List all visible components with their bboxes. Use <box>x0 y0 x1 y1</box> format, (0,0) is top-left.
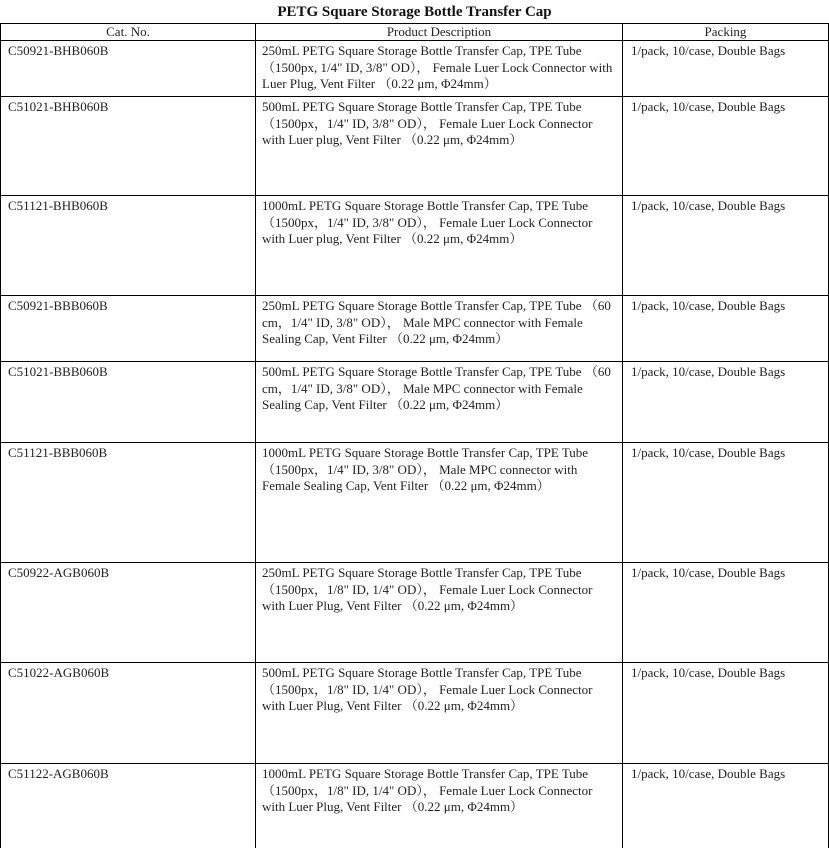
description-cell: 500mL PETG Square Storage Bottle Transfer Cap, TPE Tube （1500px，1/8" ID, 1/4" OD）， Female Luer Lock Connector with Luer Plug, Vent Filter （0.22 μm, Φ24mm） <box>256 663 623 764</box>
cat-no-cell: C50921-BBB060B <box>1 296 256 362</box>
description-cell: 1000mL PETG Square Storage Bottle Transfer Cap, TPE Tube （1500px，1/8" ID, 1/4" OD）， Female Luer Lock Connector with Luer Plug, Vent Filter （0.22 μm, Φ24mm） <box>256 764 623 848</box>
table-row <box>1 362 829 443</box>
table-row <box>1 764 829 848</box>
cat-no-cell: C51021-BHB060B <box>1 97 256 196</box>
packing-cell: 1/pack, 10/case, Double Bags <box>623 296 829 362</box>
cat-no-cell: C51122-AGB060B <box>1 764 256 848</box>
description-cell: 1000mL PETG Square Storage Bottle Transfer Cap, TPE Tube （1500px，1/4" ID, 3/8" OD）， Female Luer Lock Connector with Luer plug, Vent Filter （0.22 μm, Φ24mm） <box>256 196 623 296</box>
column-header-product-description: Product Description <box>256 24 623 41</box>
column-header-cat-no: Cat. No. <box>1 24 256 41</box>
table-row <box>1 41 829 97</box>
packing-cell: 1/pack, 10/case, Double Bags <box>623 443 829 563</box>
table-row <box>1 563 829 663</box>
packing-cell: 1/pack, 10/case, Double Bags <box>623 663 829 764</box>
table-row <box>1 443 829 563</box>
packing-cell: 1/pack, 10/case, Double Bags <box>623 97 829 196</box>
column-header-packing: Packing <box>623 24 829 41</box>
product-table <box>0 23 829 848</box>
table-body <box>1 41 829 848</box>
description-cell: 250mL PETG Square Storage Bottle Transfer Cap, TPE Tube （1500px, 1/4" ID, 3/8" OD）， Female Luer Lock Connector with Luer Plug, Vent Filter （0.22 μm, Φ24mm） <box>256 41 623 97</box>
table-row <box>1 296 829 362</box>
cat-no-cell: C50921-BHB060B <box>1 41 256 97</box>
description-cell: 500mL PETG Square Storage Bottle Transfer Cap, TPE Tube （1500px，1/4" ID, 3/8" OD）， Female Luer Lock Connector with Luer plug, Vent Filter （0.22 μm, Φ24mm） <box>256 97 623 196</box>
table-row <box>1 97 829 196</box>
packing-cell: 1/pack, 10/case, Double Bags <box>623 362 829 443</box>
packing-cell: 1/pack, 10/case, Double Bags <box>623 41 829 97</box>
table-row <box>1 196 829 296</box>
packing-cell: 1/pack, 10/case, Double Bags <box>623 563 829 663</box>
cat-no-cell: C50922-AGB060B <box>1 563 256 663</box>
description-cell: 250mL PETG Square Storage Bottle Transfer Cap, TPE Tube （60 cm，1/4" ID, 3/8" OD）， Male MPC connector with Female Sealing Cap, Vent Filter （0.22 μm, Φ24mm） <box>256 296 623 362</box>
page-title: PETG Square Storage Bottle Transfer Cap <box>277 4 552 20</box>
cat-no-cell: C51021-BBB060B <box>1 362 256 443</box>
description-cell: 250mL PETG Square Storage Bottle Transfer Cap, TPE Tube （1500px，1/8" ID, 1/4" OD）， Female Luer Lock Connector with Luer Plug, Vent Filter （0.22 μm, Φ24mm） <box>256 563 623 663</box>
cat-no-cell: C51121-BHB060B <box>1 196 256 296</box>
cat-no-cell: C51022-AGB060B <box>1 663 256 764</box>
packing-cell: 1/pack, 10/case, Double Bags <box>623 196 829 296</box>
packing-cell: 1/pack, 10/case, Double Bags <box>623 764 829 848</box>
description-cell: 500mL PETG Square Storage Bottle Transfer Cap, TPE Tube （60 cm，1/4" ID, 3/8" OD）， Male MPC connector with Female Sealing Cap, Vent Filter （0.22 μm, Φ24mm） <box>256 362 623 443</box>
table-row <box>1 663 829 764</box>
table-header-row <box>1 24 829 41</box>
description-cell: 1000mL PETG Square Storage Bottle Transfer Cap, TPE Tube （1500px，1/4" ID, 3/8" OD）， Male MPC connector with Female Sealing Cap, Vent Filter （0.22 μm, Φ24mm） <box>256 443 623 563</box>
cat-no-cell: C51121-BBB060B <box>1 443 256 563</box>
